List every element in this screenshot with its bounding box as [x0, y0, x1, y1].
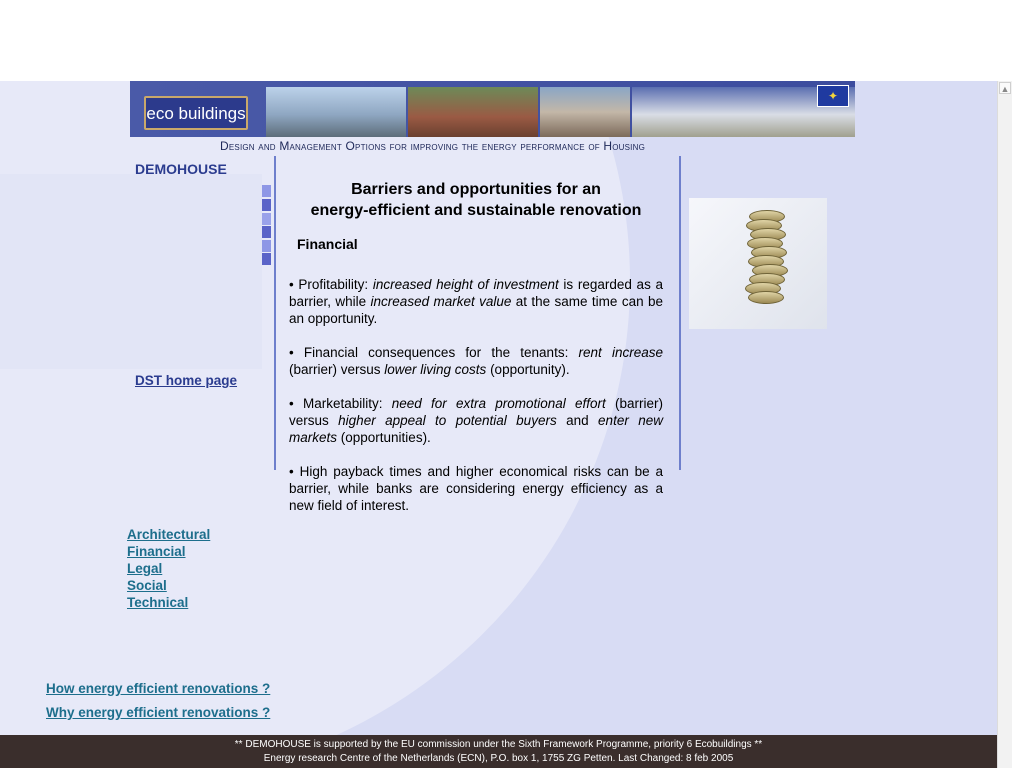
- color-strip-block: [262, 240, 271, 252]
- paragraph-payback: • High payback times and higher economical risks can be a barrier, while banks are considering energy efficiency as a new field of interest.: [289, 464, 663, 513]
- sidebar-title: DEMOHOUSE: [135, 161, 227, 177]
- main-content: [289, 179, 663, 514]
- paragraph-marketability: • Marketability: need for extra promotional effort (barrier) versus higher appeal to potential buyers and enter new markets (opportunities).: [289, 396, 663, 445]
- footer: [0, 735, 997, 768]
- topic-link-social[interactable]: Social: [127, 578, 167, 593]
- vertical-scrollbar[interactable]: [997, 81, 1012, 768]
- scroll-up-icon[interactable]: ▲: [1000, 84, 1010, 94]
- coin-stack-icon: [747, 210, 781, 306]
- ecobuildings-logo[interactable]: eco buildings: [144, 96, 248, 130]
- color-strip-block: [262, 185, 271, 197]
- background-panel: [0, 174, 262, 369]
- color-strip-block: [262, 226, 271, 238]
- bottom-links: [46, 680, 270, 728]
- topic-link-architectural[interactable]: Architectural: [127, 527, 211, 542]
- topic-link-technical[interactable]: Technical: [127, 595, 189, 610]
- divider-right: [679, 156, 681, 470]
- banner-photo-glass-building: [266, 87, 406, 137]
- paragraph-profitability: • Profitability: increased height of investment is regarded as a barrier, while increased market value at the same time can be an opportunity.: [289, 277, 664, 326]
- coins-photo: [689, 198, 827, 329]
- why-renovations-link[interactable]: Why energy efficient renovations ?: [46, 705, 271, 720]
- eu-flag-icon: ✦: [817, 85, 849, 107]
- dst-home-link[interactable]: DST home page: [135, 373, 238, 388]
- paragraph-tenants: • Financial consequences for the tenants: rent increase (barrier) versus lower living costs (opportunity).: [289, 345, 663, 377]
- header-banner: [130, 81, 855, 137]
- page: [0, 81, 997, 768]
- color-strip-block: [262, 253, 271, 265]
- color-strip-block: [262, 199, 271, 211]
- section-heading: Financial: [297, 236, 358, 252]
- tagline-text: Design and Management Options for improving the energy performance of Housing: [220, 139, 645, 153]
- divider-left: [274, 156, 276, 470]
- title-line-1: Barriers and opportunities for an: [351, 181, 601, 198]
- banner-photo-apartments: [540, 87, 630, 137]
- topic-link-legal[interactable]: Legal: [127, 561, 163, 576]
- how-renovations-link[interactable]: How energy efficient renovations ?: [46, 681, 271, 696]
- footer-line-2: Energy research Centre of the Netherlands (ECN), P.O. box 1, 1755 ZG Petten. Last Changed: 8 feb 2005: [263, 753, 734, 764]
- topic-links: [127, 526, 210, 611]
- footer-line-1: ** DEMOHOUSE is supported by the EU commission under the Sixth Framework Programme, priority 6 Ecobuildings **: [234, 739, 763, 750]
- tagline: [220, 139, 645, 153]
- title-line-2: energy-efficient and sustainable renovation: [310, 202, 642, 219]
- topic-link-financial[interactable]: Financial: [127, 544, 186, 559]
- page-title: [289, 179, 663, 221]
- color-strip-block: [262, 213, 271, 225]
- banner-photo-brick-houses: [408, 87, 538, 137]
